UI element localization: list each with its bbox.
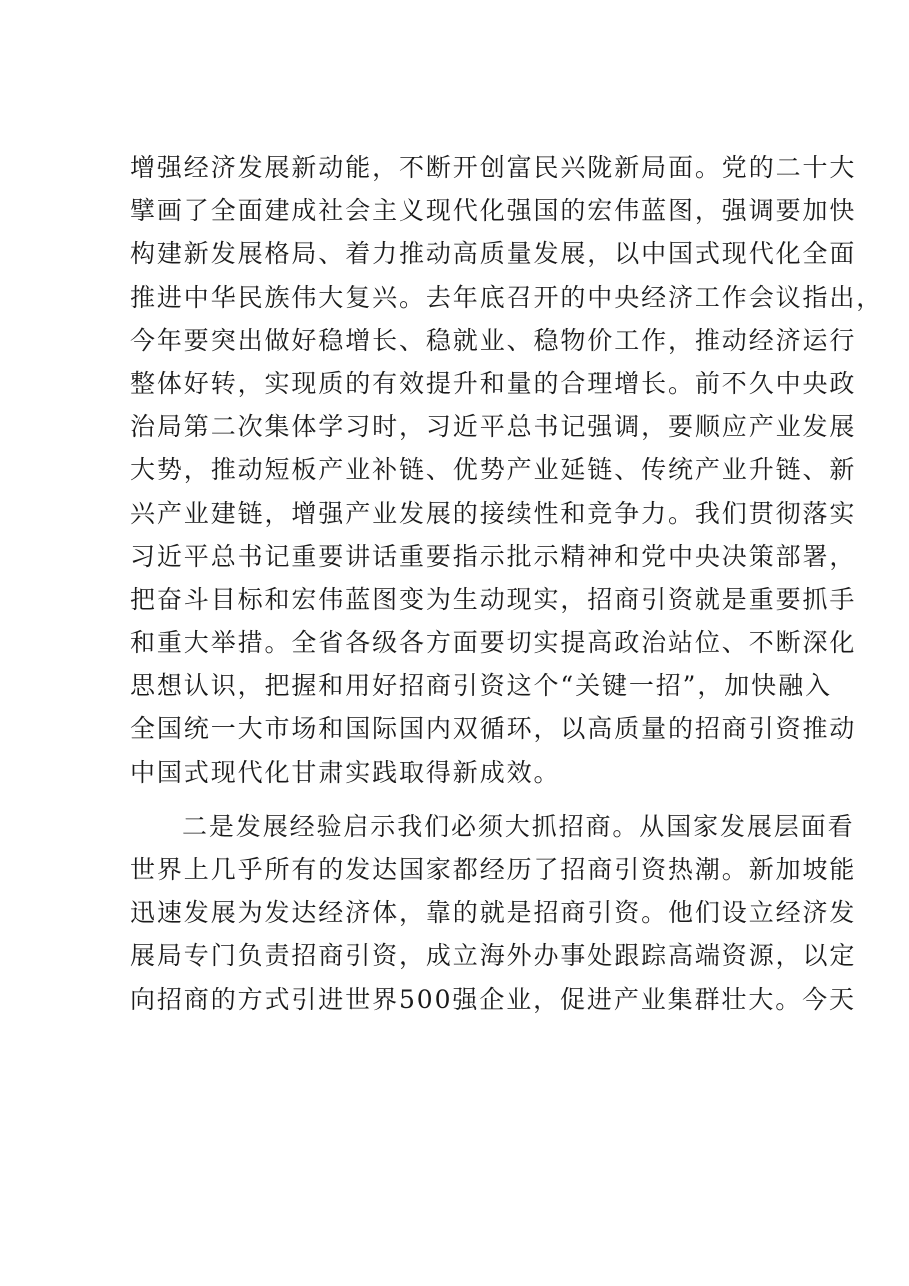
text-line: 把奋斗目标和宏伟蓝图变为生动现实，招商引资就是重要抓手 (130, 584, 857, 614)
text-line: 擘画了全面建成社会主义现代化强国的宏伟蓝图，强调要加快 (130, 196, 857, 226)
text-line: 向招商的方式引进世界500强企业，促进产业集群壮大。今天 (130, 984, 856, 1014)
text-line: 展局专门负责招商引资，成立海外办事处跟踪高端资源，以定 (130, 941, 857, 971)
document-body (130, 146, 884, 1021)
text-line: 今年要突出做好稳增长、稳就业、稳物价工作，推动经济运行 (130, 325, 857, 355)
text-line: 世界上几乎所有的发达国家都经历了招商引资热潮。新加坡能 (130, 855, 857, 884)
text-line: 迅速发展为发达经济体，靠的就是招商引资。他们设立经济发 (130, 898, 857, 928)
paragraph-1 (130, 146, 884, 794)
paragraph-2 (130, 805, 857, 1021)
text-line: 思想认识，把握和用好招商引资这个“关键一招”，加快融入 (130, 671, 832, 701)
text-line: 大势，推动短板产业补链、优势产业延链、传统产业升链、新 (130, 455, 857, 485)
text-line: 全国统一大市场和国际国内双循环，以高质量的招商引资推动 (130, 714, 857, 744)
text-line: 构建新发展格局、着力推动高质量发展，以中国式现代化全面 (130, 239, 857, 269)
text-line: 整体好转，实现质的有效提升和量的合理增长。前不久中央政 (130, 368, 857, 398)
text-line: 增强经济发展新动能，不断开创富民兴陇新局面。党的二十大 (130, 153, 857, 182)
text-line: 治局第二次集体学习时，习近平总书记强调，要顺应产业发展 (130, 412, 857, 442)
text-line: 中国式现代化甘肃实践取得新成效。 (130, 757, 561, 787)
text-line: 兴产业建链，增强产业发展的接续性和竞争力。我们贯彻落实 (130, 498, 857, 528)
text-line: 二是发展经验启示我们必须大抓招商。从国家发展层面看 (182, 811, 855, 841)
paragraph-spacer (130, 794, 810, 805)
text-line: 和重大举措。全省各级各方面要切实提高政治站位、不断深化 (130, 628, 857, 658)
text-line: 推进中华民族伟大复兴。去年底召开的中央经济工作会议指出， (130, 282, 884, 312)
text-line: 习近平总书记重要讲话重要指示批示精神和党中央决策部署， (130, 541, 857, 571)
